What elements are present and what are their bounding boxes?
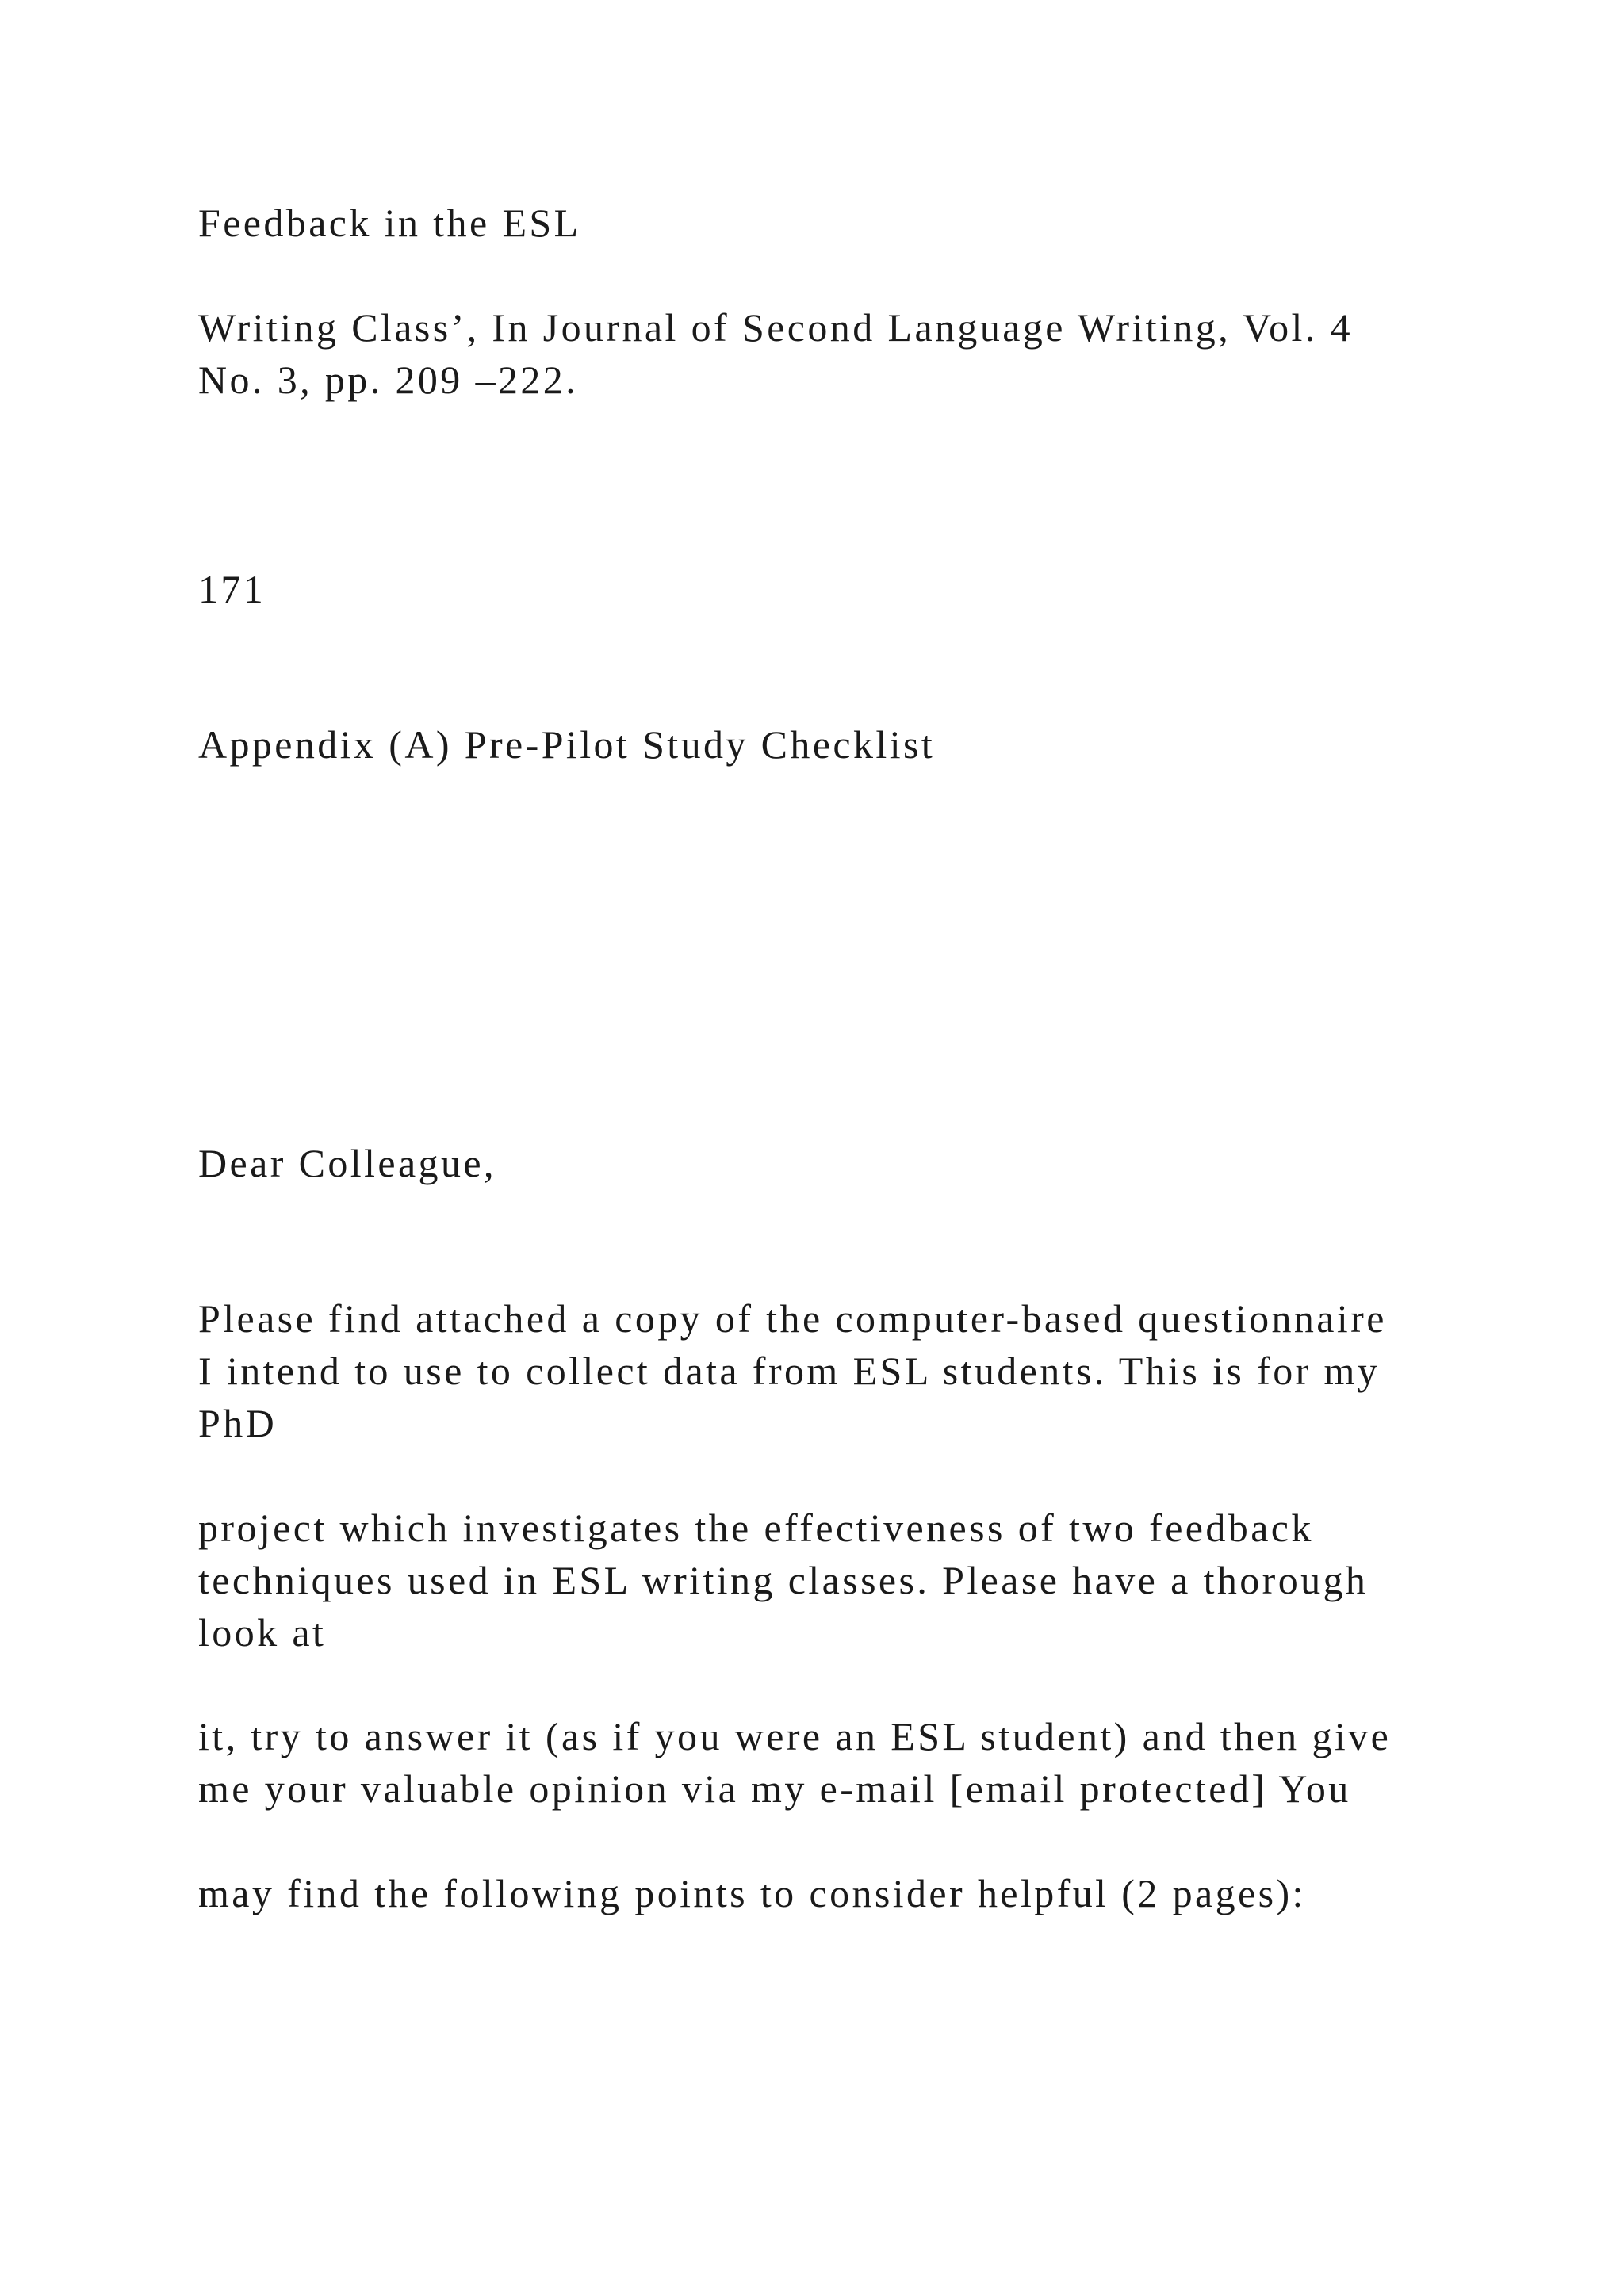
paragraph-1-line-1: Please find attached a copy of the computer-based questionnaire (198, 1296, 1387, 1341)
reference-line-2: Writing Class’, In Journal of Second Language Writing, Vol. 4 (198, 305, 1353, 350)
reference-line-1: Feedback in the ESL (198, 201, 581, 245)
reference-line-3: No. 3, pp. 209 –222. (198, 358, 579, 402)
page-number: 171 (198, 567, 266, 611)
paragraph-4-line-1: may find the following points to consider helpful (2 pages): (198, 1871, 1306, 1915)
appendix-title: Appendix (A) Pre-Pilot Study Checklist (198, 722, 936, 767)
paragraph-1-line-2: I intend to use to collect data from ESL students. This is for my (198, 1349, 1381, 1393)
paragraph-2-line-2: techniques used in ESL writing classes. Please have a thorough (198, 1558, 1369, 1602)
paragraph-3-line-1: it, try to answer it (as if you were an ESL student) and then give (198, 1714, 1392, 1758)
salutation: Dear Colleague, (198, 1141, 496, 1185)
paragraph-3-line-2: me your valuable opinion via my e-mail [email protected] You (198, 1766, 1351, 1811)
paragraph-2-line-3: look at (198, 1610, 327, 1655)
paragraph-2-line-1: project which investigates the effectiveness of two feedback (198, 1506, 1314, 1550)
paragraph-1-line-3: PhD (198, 1401, 278, 1445)
